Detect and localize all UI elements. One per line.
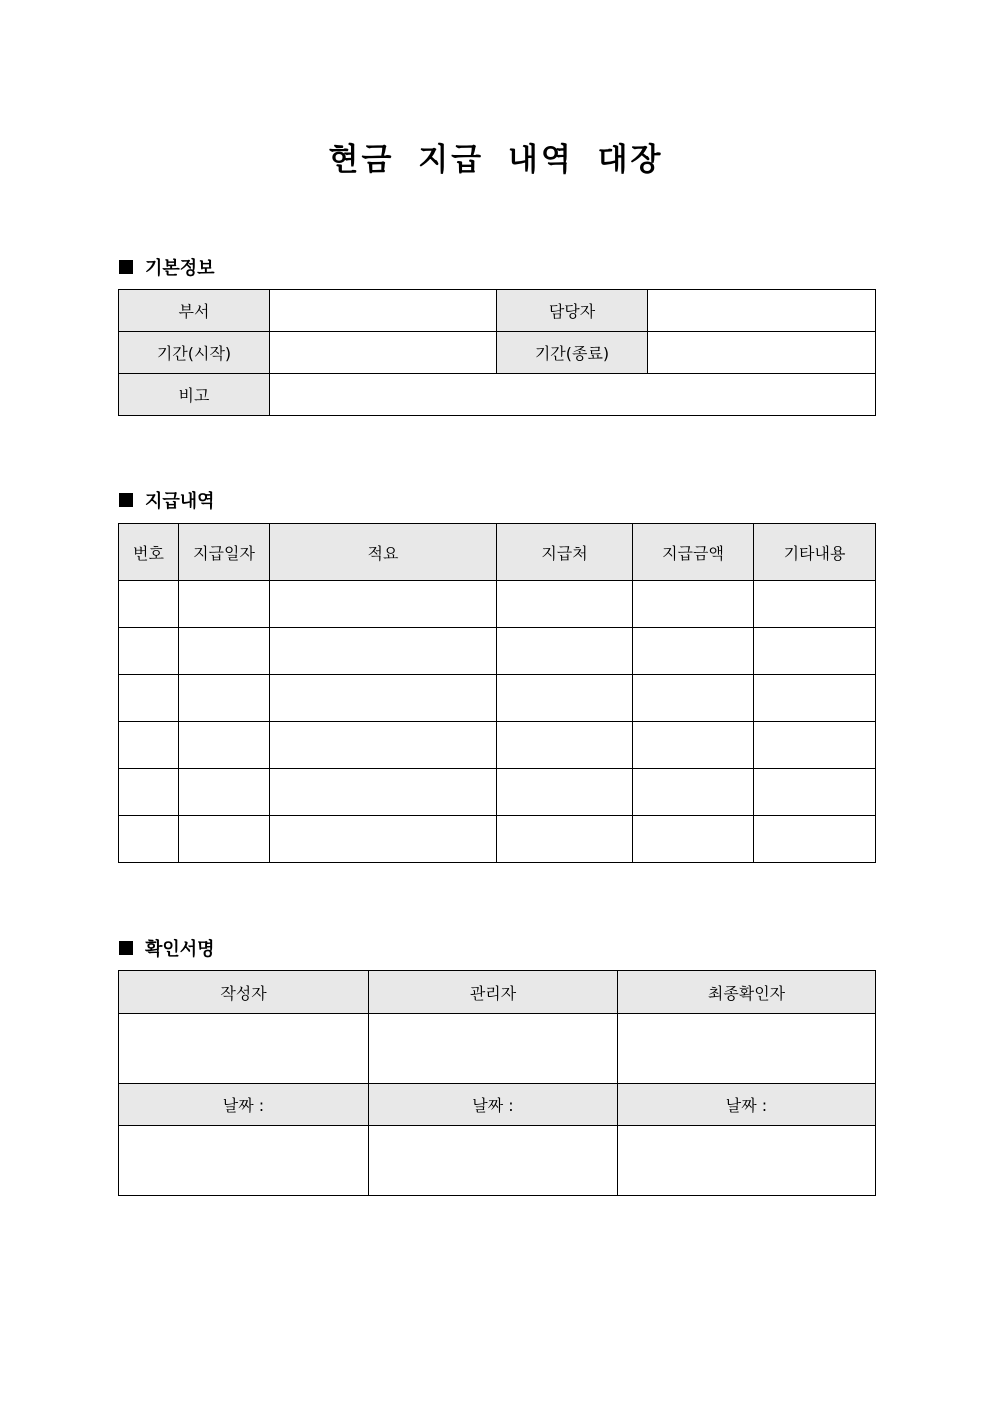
signature-cell[interactable] (119, 1014, 369, 1084)
table-cell[interactable] (270, 769, 497, 816)
section-basic-label: 기본정보 (145, 258, 215, 279)
table-row (119, 1084, 876, 1126)
table-row (119, 769, 876, 816)
table-cell[interactable] (497, 581, 633, 628)
table-cell[interactable] (633, 769, 754, 816)
table-cell[interactable] (179, 769, 270, 816)
table-cell[interactable] (754, 675, 876, 722)
signature-cell[interactable] (369, 1014, 618, 1084)
table-cell[interactable] (270, 675, 497, 722)
section-signature-heading (119, 935, 215, 961)
table-cell[interactable] (179, 816, 270, 863)
col-header-date: 지급일자 (179, 524, 270, 581)
date-value-cell[interactable] (618, 1126, 876, 1196)
manager-label: 담당자 (497, 290, 648, 332)
col-header-amount: 지급금액 (633, 524, 754, 581)
table-row (119, 628, 876, 675)
table-cell[interactable] (754, 628, 876, 675)
date-value-cell[interactable] (369, 1126, 618, 1196)
col-header-payee: 지급처 (497, 524, 633, 581)
table-cell[interactable] (270, 722, 497, 769)
table-cell[interactable] (633, 675, 754, 722)
page-title: 현금 지급 내역 대장 (328, 142, 664, 178)
table-header-row (119, 971, 876, 1014)
table-row (119, 675, 876, 722)
table-cell[interactable] (633, 816, 754, 863)
table-cell[interactable] (179, 722, 270, 769)
table-row (119, 1014, 876, 1084)
signature-table (118, 970, 876, 1196)
table-cell[interactable] (497, 769, 633, 816)
table-cell[interactable] (119, 722, 179, 769)
table-cell[interactable] (270, 581, 497, 628)
section-payments-heading (119, 487, 215, 513)
table-row (119, 374, 876, 416)
col-header-admin: 관리자 (369, 971, 618, 1014)
dept-label: 부서 (119, 290, 270, 332)
table-cell[interactable] (497, 816, 633, 863)
section-signature-label: 확인서명 (145, 939, 215, 960)
table-cell[interactable] (497, 628, 633, 675)
table-cell[interactable] (633, 581, 754, 628)
table-cell[interactable] (179, 675, 270, 722)
payments-table (118, 523, 876, 863)
table-cell[interactable] (179, 581, 270, 628)
note-label: 비고 (119, 374, 270, 416)
section-payments-label: 지급내역 (145, 491, 215, 512)
table-cell[interactable] (119, 675, 179, 722)
col-header-author: 작성자 (119, 971, 369, 1014)
table-cell[interactable] (270, 816, 497, 863)
period-end-label: 기간(종료) (497, 332, 648, 374)
col-header-final-approver: 최종확인자 (618, 971, 876, 1014)
note-value-cell[interactable] (270, 374, 876, 416)
table-cell[interactable] (754, 816, 876, 863)
table-row (119, 332, 876, 374)
col-header-no: 번호 (119, 524, 179, 581)
table-cell[interactable] (497, 675, 633, 722)
square-bullet-icon (119, 493, 133, 507)
signature-cell[interactable] (618, 1014, 876, 1084)
table-cell[interactable] (754, 769, 876, 816)
date-value-cell[interactable] (119, 1126, 369, 1196)
table-cell[interactable] (497, 722, 633, 769)
table-cell[interactable] (633, 722, 754, 769)
square-bullet-icon (119, 260, 133, 274)
table-cell[interactable] (179, 628, 270, 675)
table-cell[interactable] (119, 628, 179, 675)
date-label-author: 날짜 : (119, 1084, 369, 1126)
table-header-row (119, 524, 876, 581)
square-bullet-icon (119, 941, 133, 955)
col-header-etc: 기타내용 (754, 524, 876, 581)
table-cell[interactable] (119, 769, 179, 816)
table-row (119, 290, 876, 332)
table-cell[interactable] (754, 722, 876, 769)
table-cell[interactable] (754, 581, 876, 628)
col-header-summary: 적요 (270, 524, 497, 581)
table-row (119, 816, 876, 863)
table-cell[interactable] (633, 628, 754, 675)
period-start-value-cell[interactable] (270, 332, 497, 374)
date-label-final-approver: 날짜 : (618, 1084, 876, 1126)
table-cell[interactable] (270, 628, 497, 675)
dept-value-cell[interactable] (270, 290, 497, 332)
period-end-value-cell[interactable] (648, 332, 876, 374)
table-row (119, 722, 876, 769)
date-label-admin: 날짜 : (369, 1084, 618, 1126)
section-basic-heading (119, 254, 215, 280)
manager-value-cell[interactable] (648, 290, 876, 332)
table-cell[interactable] (119, 816, 179, 863)
table-cell[interactable] (119, 581, 179, 628)
basic-info-table (118, 289, 876, 416)
table-row (119, 1126, 876, 1196)
table-row (119, 581, 876, 628)
period-start-label: 기간(시작) (119, 332, 270, 374)
